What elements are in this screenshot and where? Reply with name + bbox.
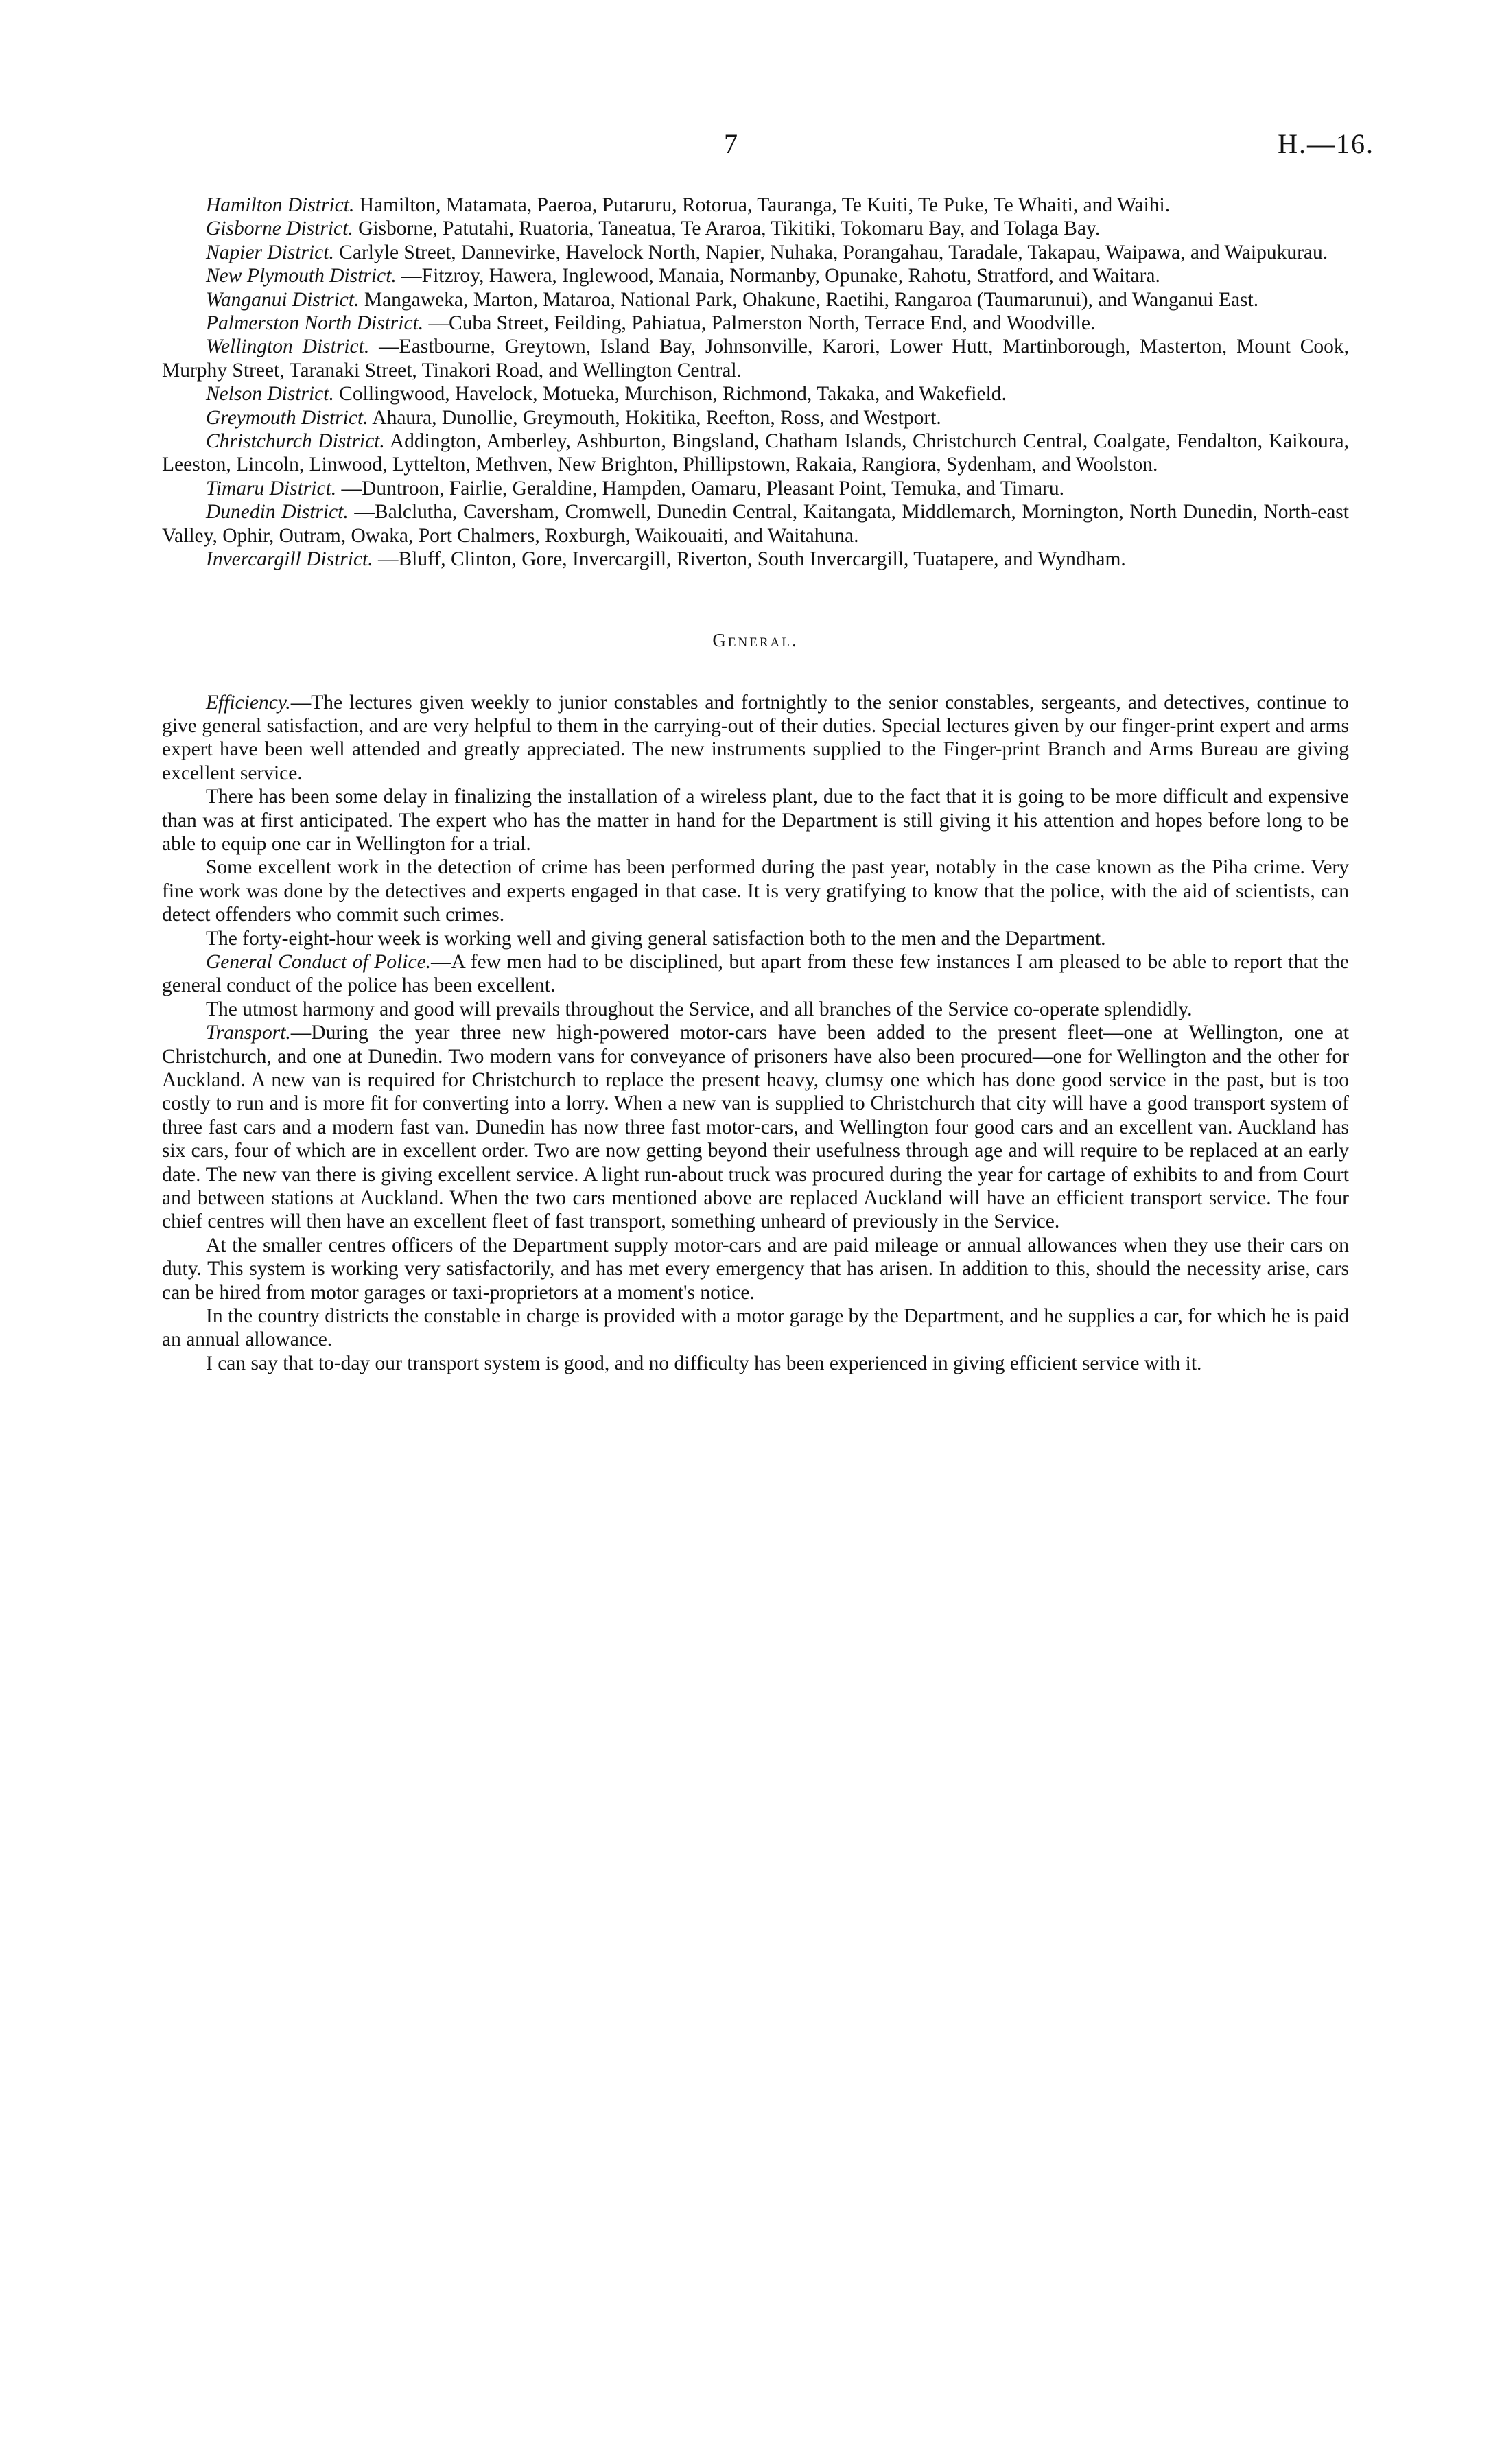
district-entry [162, 382, 1349, 406]
paragraph [162, 950, 1349, 998]
district-list [162, 193, 1349, 572]
paragraph-text: The utmost harmony and good will prevails throughout the Service, and all branches of the Service co-operate splendidly. [206, 998, 1193, 1020]
district-stations: —Fitzroy, Hawera, Inglewood, Manaia, Normanby, Opunake, Rahotu, Stratford, and Waitara. [401, 265, 1160, 288]
district-entry [162, 500, 1349, 548]
paragraph [162, 1234, 1349, 1304]
district-name: Wanganui District. [206, 288, 360, 311]
paragraph-text: There has been some delay in finalizing the installation of a wireless plant, due to the fact that it is going to be more difficult and expensive than was at first anticipated. The expert who has the matter in hand for the Department is still giving it his attention and hopes before long to be able to equip one car in Wellington for a trial. [162, 786, 1349, 855]
page-header [0, 124, 1491, 165]
district-name: New Plymouth District. [206, 265, 397, 288]
paragraph-text: Some excellent work in the detection of crime has been performed during the past year, notably in the case known as the Piha crime. Very fine work was done by the detectives and experts engaged in that case. It is very gratifying to know that the police, with the aid of scientists, can detect offenders who commit such crimes. [162, 856, 1349, 926]
district-entry [162, 241, 1349, 264]
district-stations: Gisborne, Patutahi, Ruatoria, Taneatua, Te Araroa, Tikitiki, Tokomaru Bay, and Tolaga Bay. [358, 218, 1101, 240]
paragraph [162, 927, 1349, 950]
general-section [162, 691, 1349, 1376]
district-stations: Collingwood, Havelock, Motueka, Murchison, Richmond, Takaka, and Wakefield. [339, 383, 1007, 406]
district-entry [162, 193, 1349, 217]
paragraph-heading: Transport. [206, 1022, 291, 1044]
district-stations: —Eastbourne, Greytown, Island Bay, Johnsonville, Karori, Lower Hutt, Martinborough, Masterton, Mount Cook, Murphy Street, Taranaki Street, Tinakori Road, and Wellington Central. [162, 336, 1350, 382]
district-name: Hamilton District. [206, 194, 355, 216]
district-stations: —Cuba Street, Feilding, Pahiatua, Palmerston North, Terrace End, and Woodville. [428, 312, 1096, 335]
paragraph-heading: General Conduct of Police. [206, 950, 432, 973]
district-stations: Mangaweka, Marton, Mataroa, National Park, Ohakune, Raetihi, Rangaroa (Taumarunui), and Wanganui East. [364, 288, 1259, 311]
district-name: Palmerston North District. [206, 312, 424, 335]
district-name: Christchurch District. [206, 430, 385, 453]
paragraph [162, 998, 1349, 1021]
district-name: Gisborne District. [206, 218, 353, 240]
paragraph [162, 785, 1349, 856]
paragraph [162, 856, 1349, 926]
district-stations: —Bluff, Clinton, Gore, Invercargill, Riverton, South Invercargill, Tuatapere, and Wyndham. [377, 548, 1126, 571]
district-entry [162, 477, 1349, 500]
page-number: 7 [724, 128, 738, 159]
district-name: Napier District. [206, 241, 334, 263]
district-entry [162, 335, 1349, 382]
district-entry [162, 312, 1349, 335]
district-stations: —Balclutha, Caversham, Cromwell, Dunedin Central, Kaitangata, Middlemarch, Mornington, North Dunedin, North-east Valley, Ophir, Outram, Owaka, Port Chalmers, Roxburgh, Waikouaiti, and Waitahuna. [162, 501, 1349, 547]
paragraph [162, 1304, 1349, 1352]
district-stations: Hamilton, Matamata, Paeroa, Putaruru, Rotorua, Tauranga, Te Kuiti, Te Puke, Te Whaiti, and Waihi. [359, 194, 1171, 216]
paragraph-text: —The lectures given weekly to junior constables and fortnightly to the senior constables, sergeants, and detectives, continue to give general satisfaction, and are very helpful to them in the carrying-out of their duties. Special lectures given by our finger-print expert and arms expert have been well attended and greatly appreciated. The new instruments supplied to the Finger-print Branch and Arms Bureau are giving excellent service. [162, 691, 1349, 784]
district-stations: Carlyle Street, Dannevirke, Havelock North, Napier, Nuhaka, Porangahau, Taradale, Takapau, Waipawa, and Waipukurau. [339, 241, 1328, 263]
district-entry [162, 548, 1349, 571]
paragraph [162, 1021, 1349, 1234]
paragraph-text: The forty-eight-hour week is working well and giving general satisfaction both to the men and the Department. [206, 927, 1106, 950]
district-stations: Ahaura, Dunollie, Greymouth, Hokitika, Reefton, Ross, and Westport. [372, 406, 941, 429]
district-entry [162, 430, 1349, 477]
district-name: Wellington District. [206, 336, 370, 358]
district-name: Dunedin District. [206, 501, 349, 524]
page-body [162, 193, 1349, 1375]
section-title-general: General. [712, 629, 799, 650]
district-stations: Addington, Amberley, Ashburton, Bingsland, Chatham Islands, Christchurch Central, Coalgate, Fendalton, Kaikoura, Leeston, Lincoln, Linwood, Lyttelton, Methven, New Brighton, Phillipstown, Rakaia, Rangiora, Sydenham, and Woolston. [162, 430, 1349, 476]
district-entry [162, 288, 1349, 312]
district-name: Nelson District. [206, 383, 334, 406]
district-name: Invercargill District. [206, 548, 373, 571]
district-name: Greymouth District. [206, 406, 368, 429]
paragraph-text: —During the year three new high-powered motor-cars have been added to the present fleet—one at Wellington, one at Christchurch, and one at Dunedin. Two modern vans for conveyance of prisoners have also been procured—one for Wellington and the other for Auckland. A new van is required for Christchurch to replace the present heavy, clumsy one which has done good service in the past, but is too costly to run and is more fit for converting into a lorry. When a new van is supplied to Christchurch that city will have a good transport system of three fast cars and a modern fast van. Dunedin has now three fast motor-cars, and Wellington four good cars and an excellent van. Auckland has six cars, four of which are in excellent order. Two are now getting beyond their usefulness through age and will require to be replaced at an early date. The new van there is giving excellent service. A light run-about truck was procured during the year for cartage of exhibits to and from Court and between stations at Auckland. When the two cars mentioned above are replaced Auckland will have an efficient transport service. The four chief centres will then have an excellent fleet of fast transport, something unheard of previously in the Service. [162, 1022, 1349, 1233]
district-entry [162, 406, 1349, 430]
district-name: Timaru District. [206, 477, 337, 500]
paragraph [162, 1352, 1349, 1375]
district-entry [162, 264, 1349, 288]
paragraph-text: At the smaller centres officers of the Department supply motor-cars and are paid mileage or annual allowances when they use their cars on duty. This system is working very satisfactorily, and has met every emergency that has arisen. In addition to this, should the necessity arise, cars can be hired from motor garages or taxi-proprietors at a moment's notice. [162, 1234, 1349, 1304]
paragraph-text: —A few men had to be disciplined, but apart from these few instances I am pleased to be able to report that the general conduct of the police has been excellent. [162, 950, 1349, 997]
paragraph [162, 691, 1349, 786]
paragraph-text: I can say that to-day our transport system is good, and no difficulty has been experienced in giving efficient service with it. [206, 1352, 1202, 1374]
district-stations: —Duntroon, Fairlie, Geraldine, Hampden, Oamaru, Pleasant Point, Temuka, and Timaru. [341, 477, 1065, 500]
document-reference: H.—16. [1278, 128, 1374, 159]
paragraph-heading: Efficiency. [206, 691, 291, 714]
district-entry [162, 217, 1349, 240]
paragraph-text: In the country districts the constable in charge is provided with a motor garage by the Department, and he supplies a car, for which he is paid an annual allowance. [162, 1305, 1349, 1351]
